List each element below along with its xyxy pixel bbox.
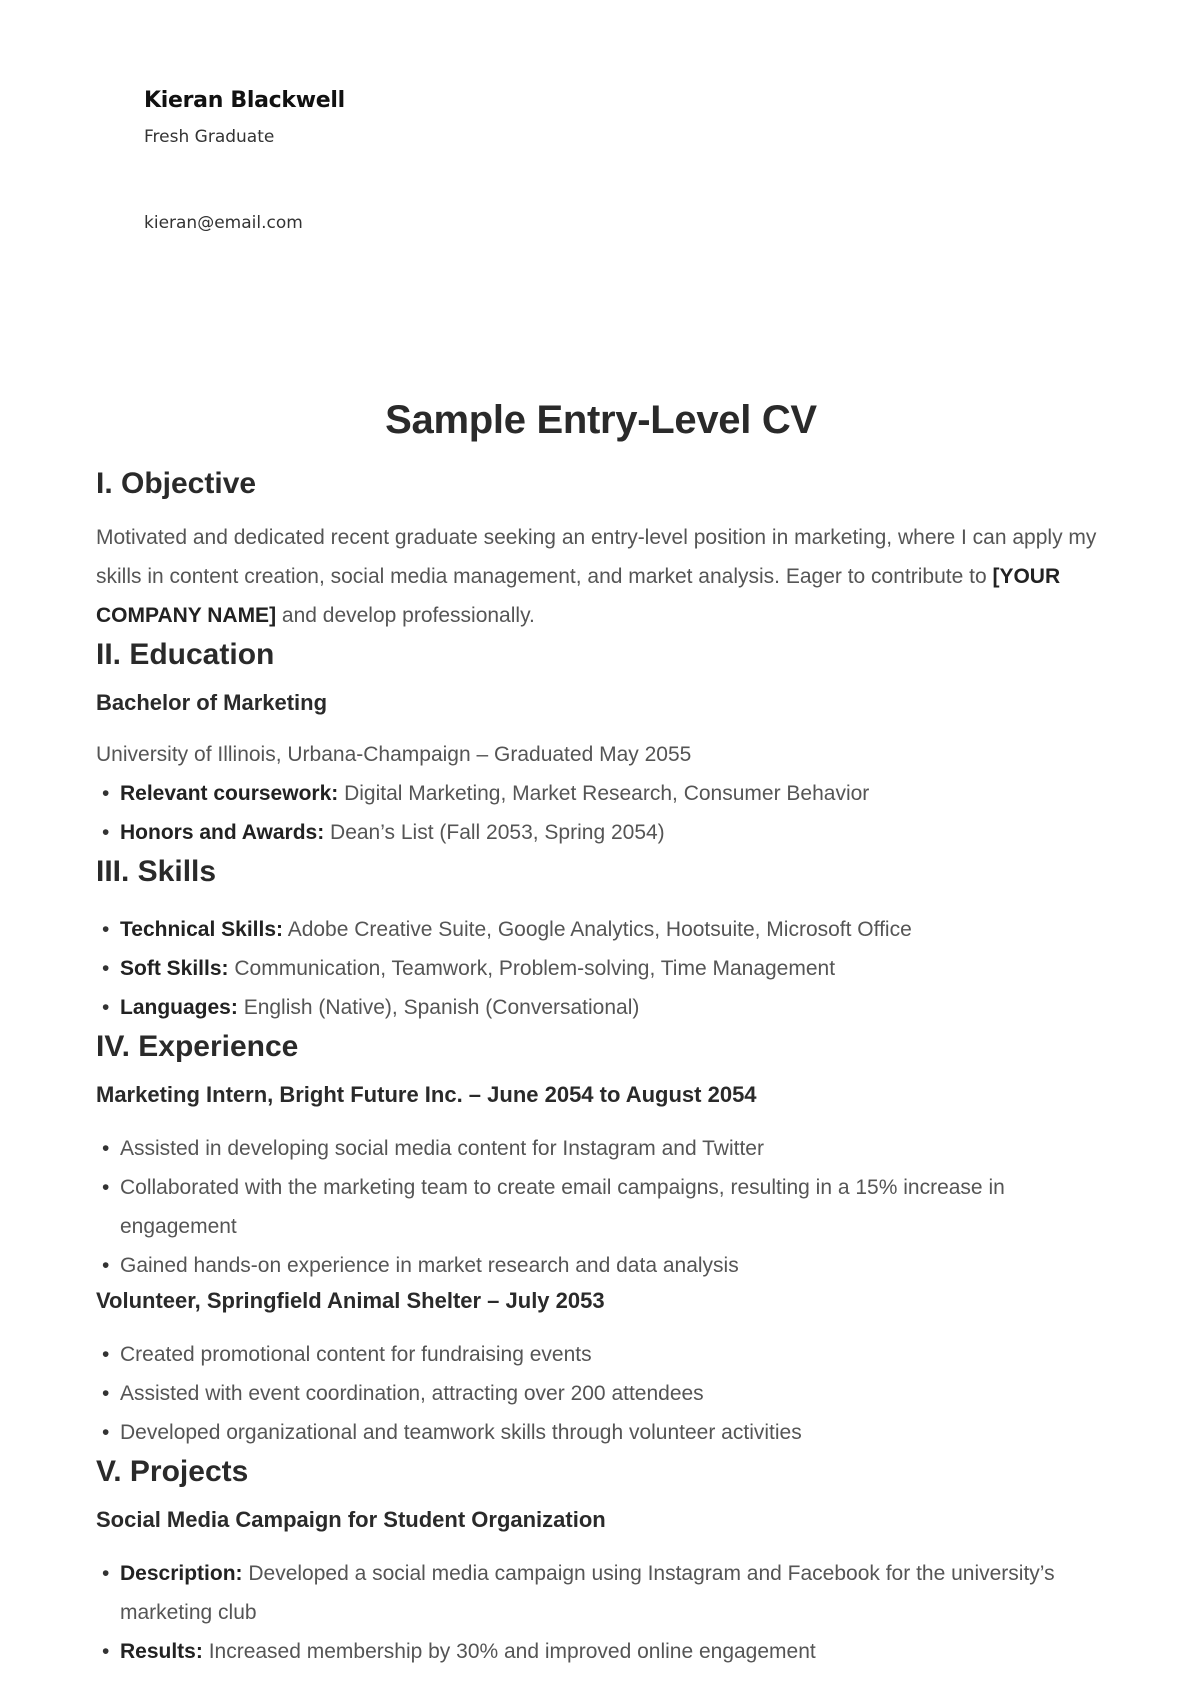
job-bullets xyxy=(96,1335,1106,1452)
list-item xyxy=(96,988,1106,1027)
project-bullets xyxy=(96,1554,1106,1671)
degree-title: Bachelor of Marketing xyxy=(96,690,328,715)
list-item xyxy=(96,1554,1070,1632)
candidate-email: kieran@email.com xyxy=(144,213,303,233)
list-item: • Assisted in developing social media content for Instagram and Twitter xyxy=(96,1129,1106,1168)
item-label: Technical Skills: xyxy=(120,918,284,941)
item-value: Digital Marketing, Market Research, Consumer Behavior xyxy=(338,782,870,805)
candidate-subtitle: Fresh Graduate xyxy=(144,127,275,147)
item-value: Adobe Creative Suite, Google Analytics, Hootsuite, Microsoft Office xyxy=(283,918,912,941)
projects-section xyxy=(96,1452,1106,1671)
skills-list xyxy=(96,910,1106,1027)
education-section xyxy=(96,635,1106,852)
objective-text xyxy=(96,518,1106,635)
item-label: Description: xyxy=(120,1562,243,1585)
section-heading-objective: I. Objective xyxy=(96,467,257,500)
list-item: • Created promotional content for fundraising events xyxy=(96,1335,1106,1374)
list-item: • Collaborated with the marketing team to create email campaigns, resulting in a 15% increase in engagement xyxy=(96,1168,1020,1246)
list-item: • Assisted with event coordination, attracting over 200 attendees xyxy=(96,1374,1106,1413)
item-value: English (Native), Spanish (Conversational) xyxy=(237,996,640,1019)
education-list xyxy=(96,774,1106,852)
section-heading-education: II. Education xyxy=(96,638,275,671)
objective-text-start: Motivated and dedicated recent graduate seeking an entry-level position in marketing, where I can apply my skills in content creation, social media management, and market analysis. Eager to contribute to xyxy=(96,526,1097,588)
project-title: Social Media Campaign for Student Organization xyxy=(96,1507,606,1532)
list-item: • Gained hands-on experience in market research and data analysis xyxy=(96,1246,1106,1285)
item-label: Relevant coursework: xyxy=(120,782,339,805)
list-item xyxy=(96,949,1106,988)
item-label: Results: xyxy=(120,1640,203,1663)
list-item xyxy=(96,910,1106,949)
company-placeholder: [YOUR COMPANY NAME] xyxy=(96,565,1061,627)
objective-section xyxy=(96,464,1106,635)
section-heading-experience: IV. Experience xyxy=(96,1030,299,1063)
list-item xyxy=(96,774,1106,813)
list-item xyxy=(96,813,1106,852)
section-heading-skills: III. Skills xyxy=(96,855,217,888)
item-value: Dean’s List (Fall 2053, Spring 2054) xyxy=(324,821,665,844)
institution-text: University of Illinois, Urbana-Champaign – Graduated May 2055 xyxy=(96,743,692,766)
cv-document xyxy=(96,392,1106,1671)
candidate-name: Kieran Blackwell xyxy=(144,88,345,113)
item-value: Increased membership by 30% and improved online engagement xyxy=(202,1640,816,1663)
cv-header xyxy=(144,86,345,234)
item-label: Honors and Awards: xyxy=(120,821,325,844)
item-value: Communication, Teamwork, Problem-solving, Time Management xyxy=(228,957,836,980)
item-value: Developed a social media campaign using Instagram and Facebook for the university’s marketing club xyxy=(120,1562,1055,1624)
skills-section xyxy=(96,852,1106,1027)
document-title: Sample Entry-Level CV xyxy=(385,398,817,442)
section-heading-projects: V. Projects xyxy=(96,1455,249,1488)
item-label: Soft Skills: xyxy=(120,957,229,980)
item-label: Languages: xyxy=(120,996,238,1019)
experience-section xyxy=(96,1027,1106,1452)
list-item xyxy=(96,1632,1106,1671)
job-title: Volunteer, Springfield Animal Shelter – July 2053 xyxy=(96,1288,605,1313)
job-title: Marketing Intern, Bright Future Inc. – June 2054 to August 2054 xyxy=(96,1082,757,1107)
job-bullets xyxy=(96,1129,1106,1285)
list-item: • Developed organizational and teamwork skills through volunteer activities xyxy=(96,1413,1106,1452)
objective-text-end: and develop professionally. xyxy=(276,604,535,627)
